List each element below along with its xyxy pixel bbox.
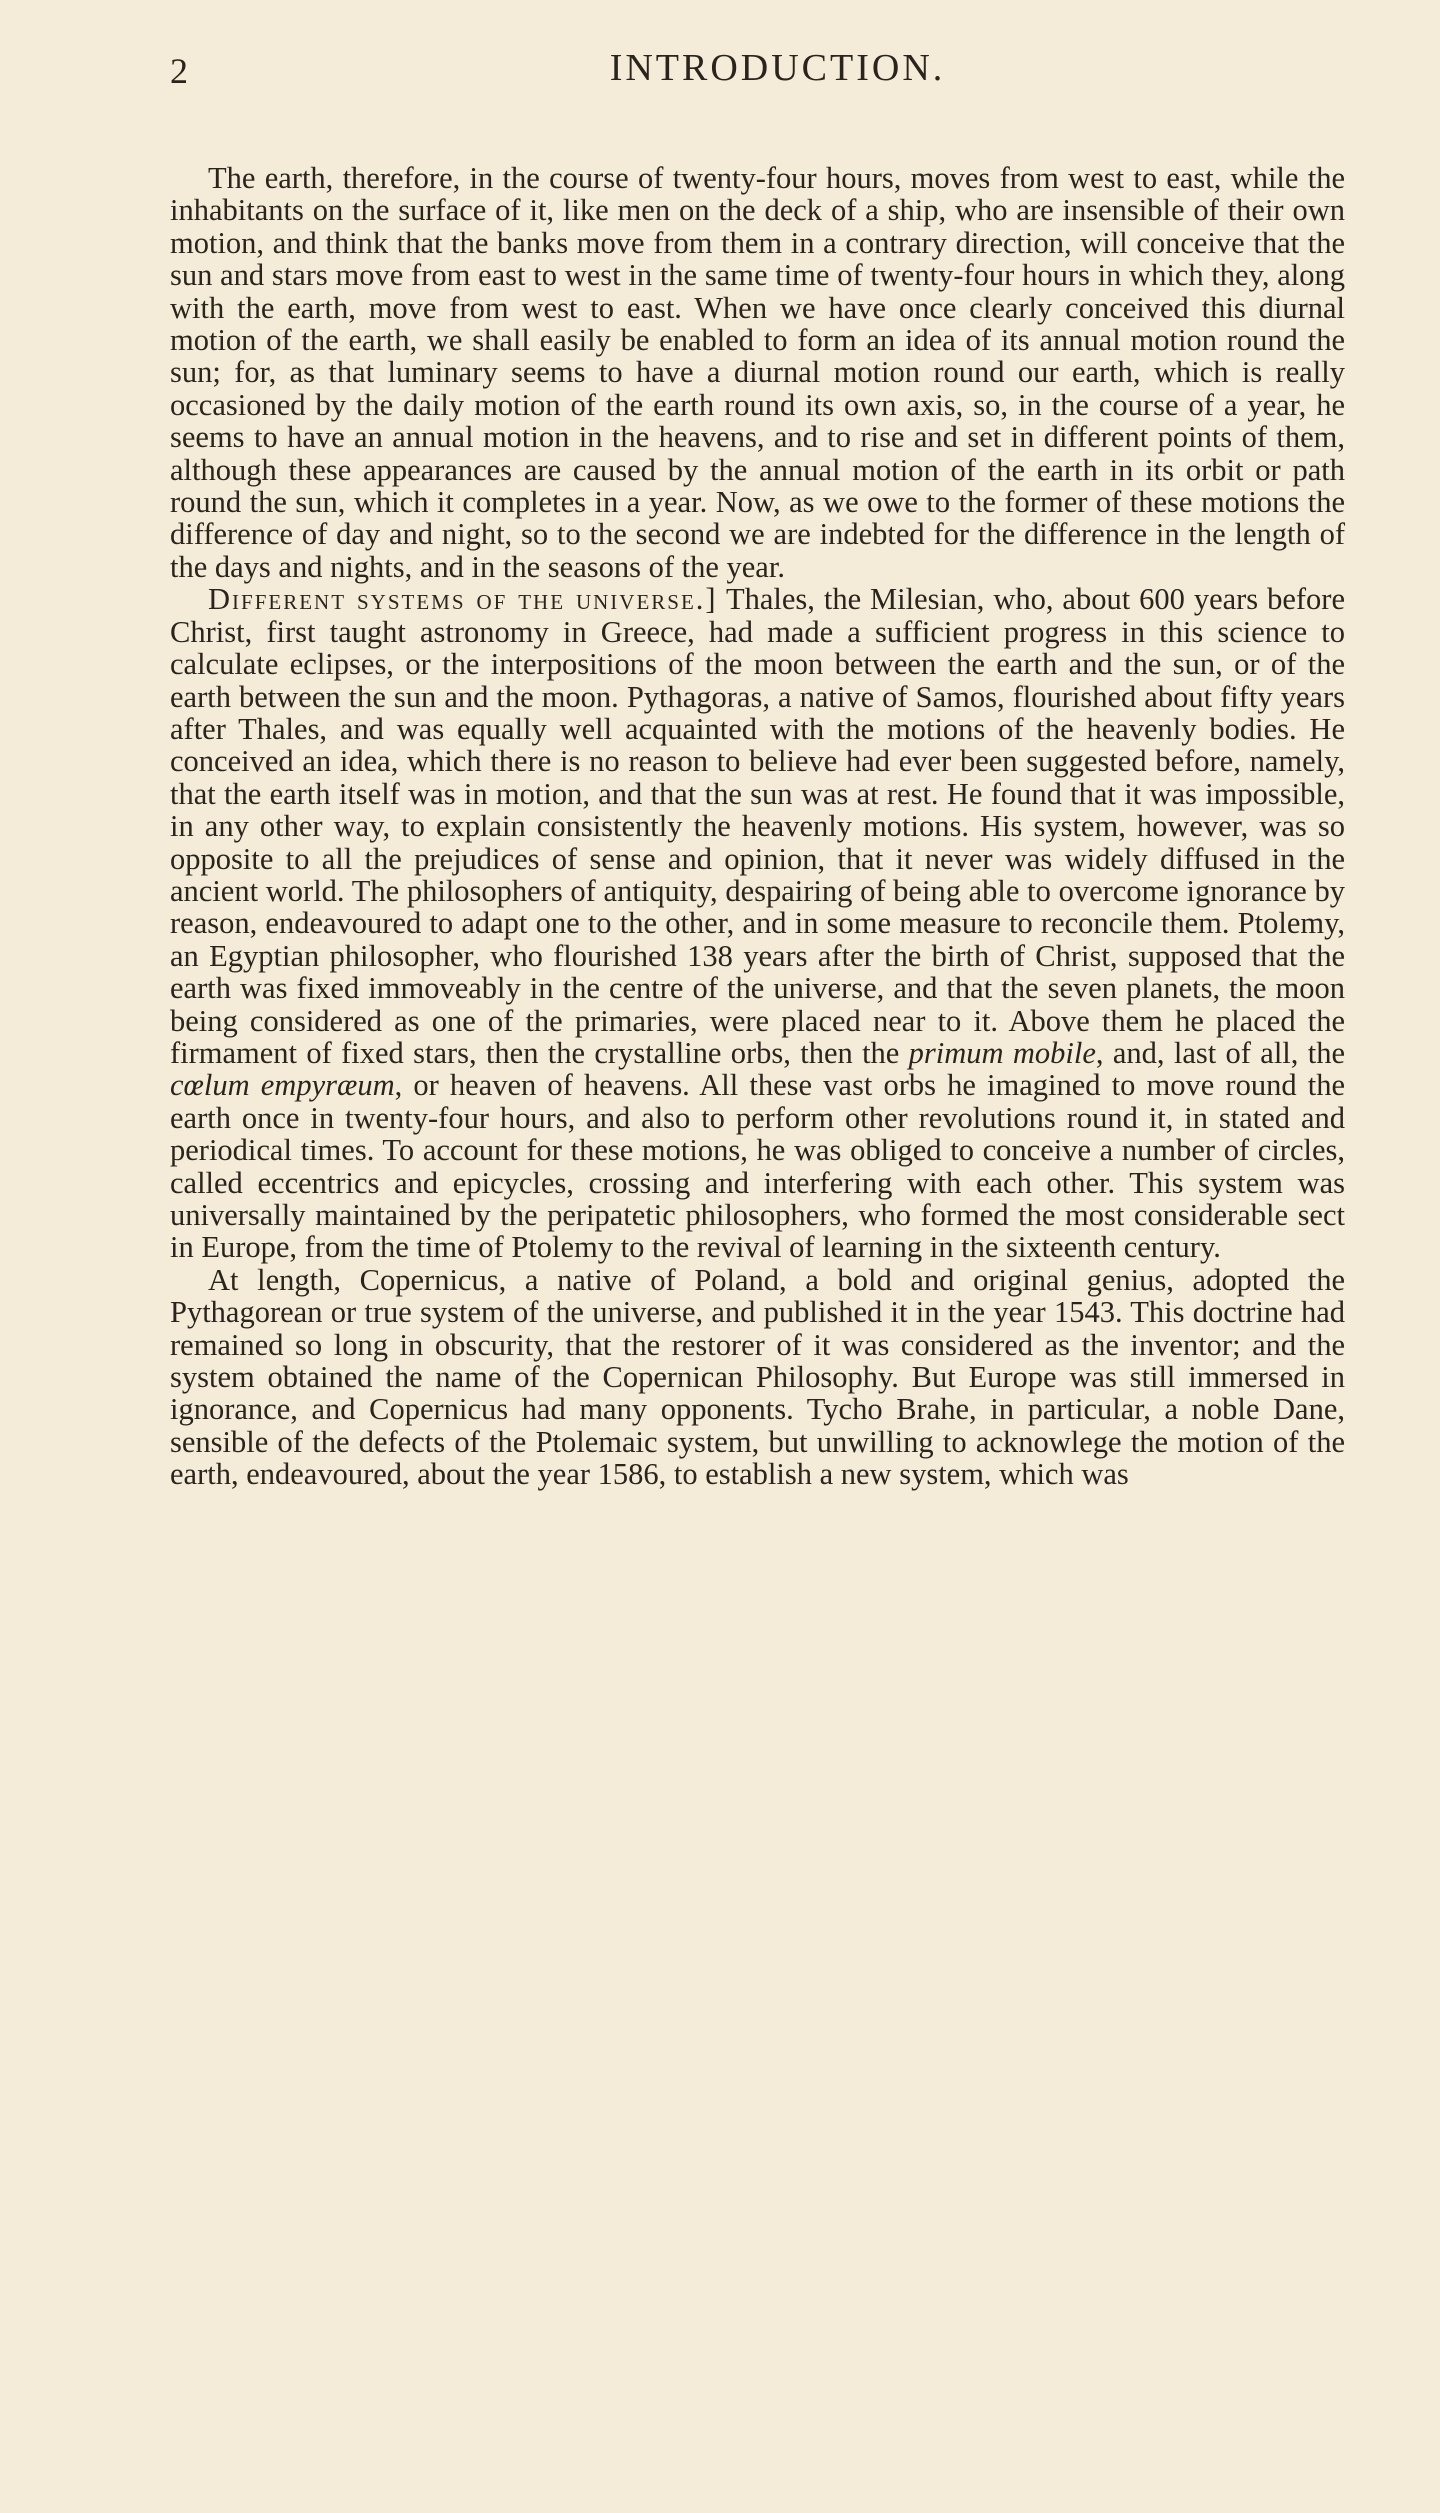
paragraph-text-segment: , or heaven of heavens. All these vast orbs he imagined to move round the earth once in twenty-four hours, and also to perform other revolutions round it, in stated and periodical times. To account for these motions, he was obliged to conceive a number of circles, called eccentrics and epicycles, crossing and interfering with each other. This system was universally maintained by the peripatetic philosophers, who formed the most considerable sect in Europe, from the time of Ptolemy to the revival of learning in the sixteenth century. bbox=[170, 1068, 1345, 1265]
section-heading: Different systems of the universe.] bbox=[208, 582, 718, 617]
paragraph-text-segment: Thales, the Milesian, who, about 600 years before Christ, first taught astronomy in Greece, had made a sufficient progress in this science to calculate eclipses, or the interpositions of the moon between the earth and the sun, or of the earth between the sun and the moon. Pythagoras, a native of Samos, flourished about fifty years after Thales, and was equally well acquainted with the motions of the heavenly bodies. He conceived an idea, which there is no reason to believe had ever been suggested before, namely, that the earth itself was in motion, and that the sun was at rest. He found that it was impossible, in any other way, to explain consistently the heavenly motions. His system, however, was so opposite to all the prejudices of sense and opinion, that it never was widely diffused in the ancient world. The philosophers of antiquity, despairing of being able to overcome ignorance by reason, endeavoured to adapt one to the other, and in some measure to reconcile them. Ptolemy, an Egyptian philosopher, who flourished 138 years after the birth of Christ, supposed that the earth was fixed immoveably in the centre of the universe, and that the seven planets, the moon being considered as one of the primaries, were placed near to it. Above them he placed the firmament of fixed stars, then the crystalline orbs, then the bbox=[170, 582, 1345, 1070]
paragraph-text-segment: , and, last of all, the bbox=[1095, 1035, 1345, 1070]
page-number: 2 bbox=[170, 51, 189, 91]
italic-term: primum mobile bbox=[908, 1035, 1096, 1070]
paragraph-copernicus: At length, Copernicus, a native of Poland, a bold and original genius, adopted the Pythagorean or true system of the universe, and published it in the year 1543. This doctrine had remained so long in obscurity, that the restorer of it was considered as the inventor; and the system obtained the name of the Copernican Philosophy. But Europe was still immersed in ignorance, and Copernicus had many opponents. Tycho Brahe, in particular, a noble Dane, sensible of the defects of the Ptolemaic system, but unwilling to acknowlege the motion of the earth, endeavoured, about the year 1586, to establish a new system, which was bbox=[170, 1262, 1345, 1492]
paragraph-systems-of-universe bbox=[170, 583, 1345, 1264]
running-title: INTRODUCTION. bbox=[609, 47, 946, 89]
italic-term: cœlum empyræum bbox=[170, 1068, 395, 1103]
running-head bbox=[170, 40, 1345, 100]
body-text bbox=[170, 162, 1345, 1491]
paragraph-earth-motion: The earth, therefore, in the course of twenty-four hours, moves from west to east, while the inhabitants on the surface of it, like men on the deck of a ship, who are insensible of their own motion, and think that the banks move from them in a contrary direction, will conceive that the sun and stars move from east to west in the same time of twenty-four hours in which they, along with the earth, move from west to east. When we have once clearly conceived this diurnal motion of the earth, we shall easily be enabled to form an idea of its annual motion round the sun; for, as that luminary seems to have a diurnal motion round our earth, which is really occasioned by the daily motion of the earth round its own axis, so, in the course of a year, he seems to have an annual motion in the heavens, and to rise and set in different points of them, although these appearances are caused by the annual motion of the earth in its orbit or path round the sun, which it completes in a year. Now, as we owe to the former of these motions the difference of day and night, so to the second we are indebted for the difference in the length of the days and nights, and in the seasons of the year. bbox=[170, 161, 1345, 584]
